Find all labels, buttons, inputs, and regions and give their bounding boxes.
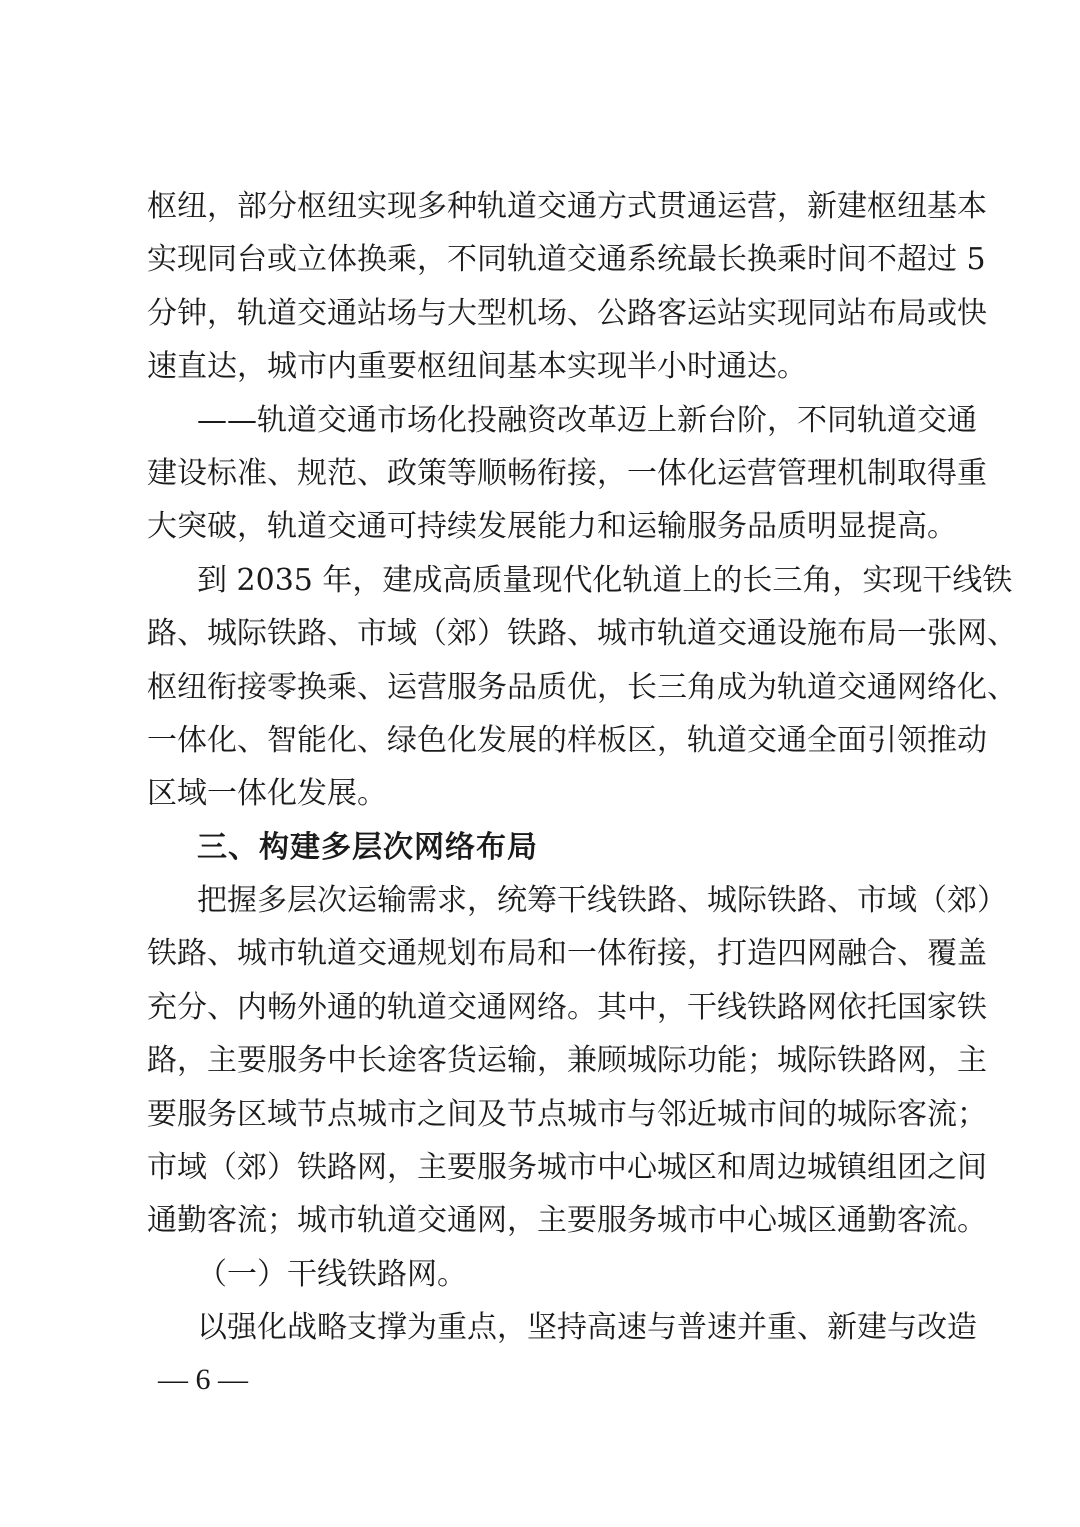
- paragraph-line: 到 2035 年，建成高质量现代化轨道上的长三角，实现干线铁: [197, 562, 1013, 598]
- paragraph-line: 路，主要服务中长途客货运输，兼顾城际功能；城际铁路网，主: [147, 1043, 987, 1079]
- paragraph-line: 实现同台或立体换乘，不同轨道交通系统最长换乘时间不超过 5: [147, 242, 986, 278]
- paragraph-line: ——轨道交通市场化投融资改革迈上新台阶，不同轨道交通: [197, 402, 977, 438]
- paragraph-line: 充分、内畅外通的轨道交通网络。其中，干线铁路网依托国家铁: [147, 989, 987, 1025]
- paragraph-line: 分钟，轨道交通站场与大型机场、公路客运站实现同站布局或快: [147, 295, 987, 331]
- paragraph-line: 区域一体化发展。: [147, 776, 387, 812]
- paragraph-line: 要服务区域节点城市之间及节点城市与邻近城市间的城际客流；: [147, 1096, 987, 1132]
- paragraph-line: 路、城际铁路、市域（郊）铁路、城市轨道交通设施布局一张网、: [147, 616, 1017, 652]
- document-body: [147, 180, 1017, 1355]
- paragraph-line: 铁路、城市轨道交通规划布局和一体衔接，打造四网融合、覆盖: [147, 936, 987, 972]
- paragraph-line: 速直达，城市内重要枢纽间基本实现半小时通达。: [147, 349, 807, 385]
- paragraph-line: 把握多层次运输需求，统筹干线铁路、城际铁路、市域（郊）: [197, 883, 1007, 919]
- paragraph-line: 枢纽衔接零换乘、运营服务品质优，长三角成为轨道交通网络化、: [147, 669, 1017, 705]
- page-number: — 6 —: [158, 1363, 248, 1396]
- subsection-heading: （一）干线铁路网。: [197, 1256, 467, 1292]
- section-heading: 三、构建多层次网络布局: [197, 829, 538, 865]
- paragraph-line: 市域（郊）铁路网，主要服务城市中心城区和周边城镇组团之间: [147, 1150, 987, 1186]
- paragraph-line: 一体化、智能化、绿色化发展的样板区，轨道交通全面引领推动: [147, 722, 987, 758]
- paragraph-line: 大突破，轨道交通可持续发展能力和运输服务品质明显提高。: [147, 509, 957, 545]
- paragraph-line: 枢纽，部分枢纽实现多种轨道交通方式贯通运营，新建枢纽基本: [147, 189, 987, 224]
- paragraph-line: 通勤客流；城市轨道交通网，主要服务城市中心城区通勤客流。: [147, 1203, 987, 1239]
- paragraph-line: 建设标准、规范、政策等顺畅衔接，一体化运营管理机制取得重: [147, 455, 987, 491]
- paragraph-line: 以强化战略支撑为重点，坚持高速与普速并重、新建与改造: [197, 1310, 977, 1346]
